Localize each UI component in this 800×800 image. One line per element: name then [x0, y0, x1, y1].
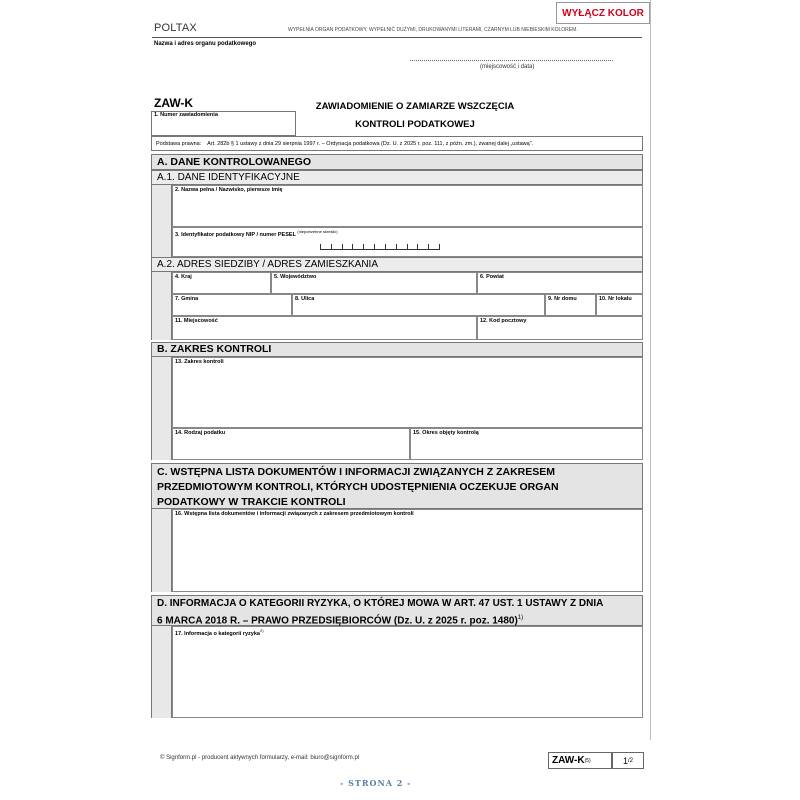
section-d-line2: 6 MARCA 2018 R. – PRAWO PRZEDSIĘBIORCÓW (Dz. U. z 2025 r. poz. 1480)$^{1)}$ — [157, 615, 524, 627]
section-c-line2: PRZEDMIOTOWYM KONTROLI, KTÓRYCH UDOSTĘPNIENIA OCZEKUJE ORGAN — [157, 481, 559, 493]
section-a1-header: A.1. DANE IDENTYFIKACYJNE — [151, 170, 643, 185]
pesel-ticks — [320, 244, 440, 250]
footer-page: 1 — [622, 755, 628, 766]
documents-label: 16. Wstępna lista dokumentów i informacji związanych z zakresem przedmiotowym kontroli — [175, 511, 414, 517]
form-code: ZAW-K — [154, 96, 194, 110]
section-c-header — [151, 463, 643, 509]
org-label: Nazwa i adres organu podatkowego — [154, 41, 257, 47]
form-title-line2: KONTROLI PODATKOWEJ — [355, 119, 475, 130]
name-label: 2. Nazwa pełna / Nazwisko, pierwsze imię — [175, 187, 283, 193]
section-d-line1: D. INFORMACJA O KATEGORII RYZYKA, O KTÓREJ MOWA W ART. 47 UST. 1 USTAWY Z DNIA — [157, 598, 604, 609]
county-label: 6. Powiat — [480, 274, 504, 280]
date-label: (miejscowość i data) — [480, 64, 535, 70]
apartment-number-field[interactable] — [596, 294, 643, 316]
section-b-header: B. ZAKRES KONTROLI — [151, 342, 643, 357]
disable-color-button[interactable]: WYŁĄCZ KOLOR — [556, 2, 650, 24]
documents-field[interactable] — [172, 509, 643, 592]
nip-pesel-note: (niepotrzebne skreślić) — [297, 229, 338, 234]
tax-type-field[interactable] — [172, 428, 410, 460]
tax-type-label: 14. Rodzaj podatku — [175, 430, 226, 436]
legal-basis — [151, 136, 643, 151]
city-field[interactable] — [172, 316, 477, 340]
section-a2-header: A.2. ADRES SIEDZIBY / ADRES ZAMIESZKANIA — [151, 257, 643, 272]
house-number-label: 9. Nr domu — [548, 296, 577, 302]
section-a-header: A. DANE KONTROLOWANEGO — [151, 154, 643, 170]
footer-pages: /2 — [628, 757, 634, 764]
instructions-text: WYPEŁNIA ORGAN PODATKOWY. WYPEŁNIĆ DUŻYMI, DRUKOWANYMI LITERAMI, CZARNYM LUB NIEBIESKIM KOLOREM. — [288, 27, 578, 33]
page-indicator: - STRONA 2 - — [340, 778, 412, 788]
gray-column-b — [151, 357, 172, 460]
street-field[interactable] — [292, 294, 545, 316]
voivodeship-field[interactable] — [271, 272, 477, 294]
period-field[interactable] — [410, 428, 643, 460]
street-label: 8. Ulica — [295, 296, 315, 302]
legal-basis-text: Art. 282b § 1 ustawy z dnia 29 sierpnia 1997 r. – Ordynacja podatkowa (Dz. U. z 2025 r. poz. 111, z późn. zm.), zwanej dalej „ustawą”. — [207, 141, 534, 147]
commune-label: 7. Gmina — [175, 296, 199, 302]
risk-category-label: 17. Informacja o kategorii ryzyka$^{2)}$ — [175, 628, 264, 637]
gray-column-c — [151, 509, 172, 592]
footer-code: ZAW-K — [552, 755, 585, 766]
form-title-line1: ZAWIADOMIENIE O ZAMIARZE WSZCZĘCIA — [315, 101, 515, 112]
country-label: 4. Kraj — [175, 274, 192, 280]
section-c-line3: PODATKOWY W TRAKCIE KONTROLI — [157, 496, 346, 508]
apartment-number-label: 10. Nr lokalu — [599, 296, 632, 302]
gray-column-a2 — [151, 272, 172, 340]
footer-code-box — [548, 752, 612, 769]
name-field[interactable] — [172, 185, 643, 227]
gray-column-a1 — [151, 185, 172, 257]
legal-basis-label: Podstawa prawna: — [156, 141, 202, 147]
period-label: 15. Okres objęty kontrolą — [413, 430, 479, 436]
nip-pesel-label: 3. Identyfikator podatkowy NIP / numer PESEL $^{(niepotrzebne skreślić)}$ — [175, 229, 338, 238]
nip-pesel-field[interactable] — [172, 227, 643, 257]
risk-category-field[interactable] — [172, 626, 643, 718]
footer-page-box — [612, 752, 644, 769]
city-label: 11. Miejscowość — [175, 318, 218, 324]
county-field[interactable] — [477, 272, 643, 294]
postal-code-field[interactable] — [477, 316, 643, 340]
section-d-header — [151, 595, 643, 626]
header-divider — [152, 37, 642, 38]
scope-label: 13. Zakres kontroli — [175, 359, 224, 365]
number-label: 1. Numer zawiadomienia — [154, 112, 218, 118]
footer-version: (5) — [584, 757, 591, 764]
date-line[interactable] — [410, 60, 613, 61]
poltax-label: POLTAX — [154, 22, 197, 34]
country-field[interactable] — [172, 272, 271, 294]
voivodeship-label: 5. Województwo — [274, 274, 317, 280]
postal-code-label: 12. Kod pocztowy — [480, 318, 527, 324]
gray-column-d — [151, 626, 172, 718]
house-number-field[interactable] — [545, 294, 596, 316]
commune-field[interactable] — [172, 294, 292, 316]
form-title — [300, 98, 530, 134]
section-c-line1: C. WSTĘPNA LISTA DOKUMENTÓW I INFORMACJI ZWIĄZANYCH Z ZAKRESEM — [157, 466, 556, 478]
risk-footnote: 2) — [259, 628, 264, 633]
footer-credit: © Signform.pl - producent aktywnych formularzy, e-mail: biuro@signform.pl — [160, 755, 360, 761]
scope-field[interactable] — [172, 357, 643, 428]
section-d-footnote: 1) — [517, 615, 524, 621]
